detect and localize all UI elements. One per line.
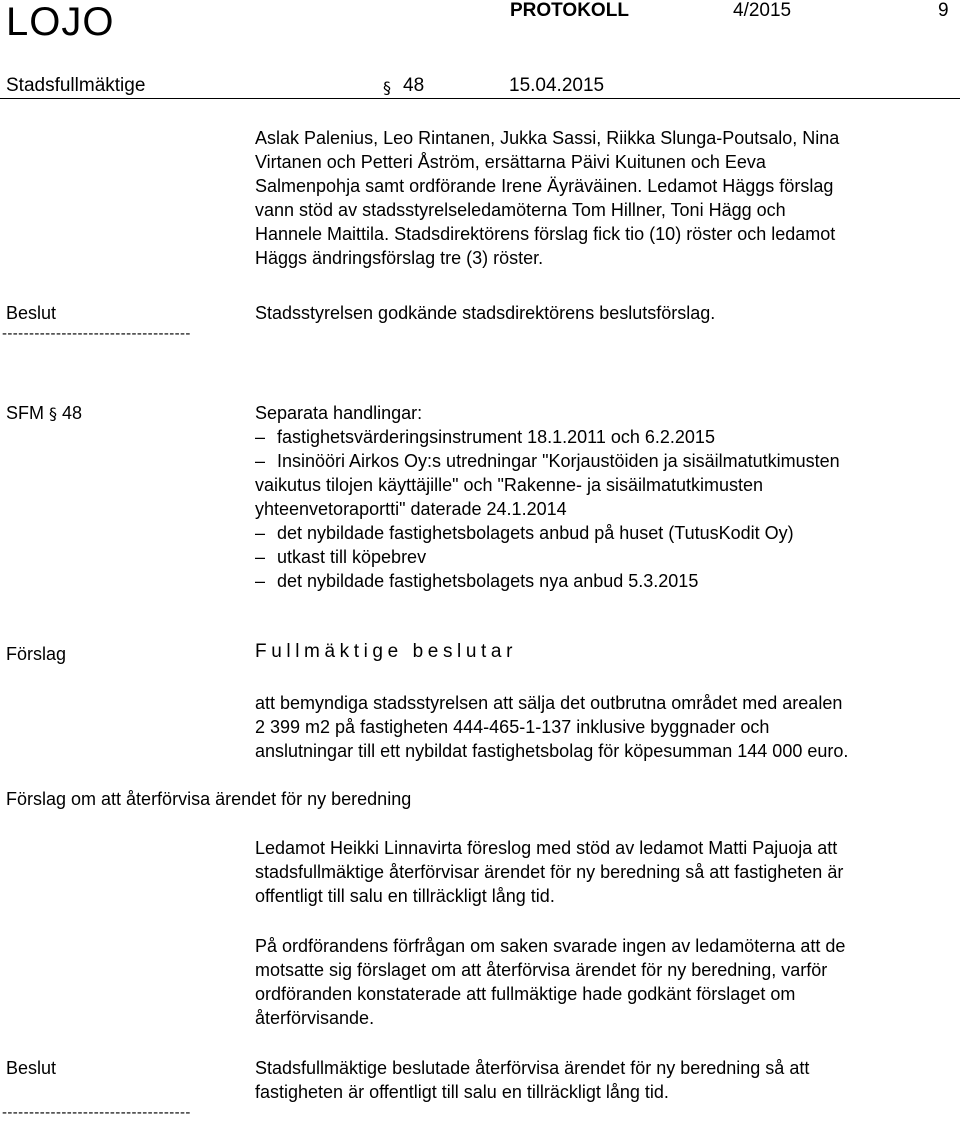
aterforvisa-label: Förslag om att återförvisa ärendet för ny beredning	[6, 789, 412, 809]
beslut-text: Stadsfullmäktige beslutade återförvisa ärendet för ny beredning så att fastigheten är offentligt till salu en tillräckligt lång tid.	[255, 1058, 810, 1102]
list-item: – det nybildade fastighetsbolagets anbud på huset (TutusKodit Oy)	[255, 523, 794, 543]
meeting-date: 15.04.2015	[509, 75, 605, 96]
page-number: 9	[938, 0, 949, 21]
sfm-label: SFM § 48	[6, 403, 83, 423]
dashed-separator: -----------------------------------	[2, 325, 191, 342]
body-name: Stadsfullmäktige	[6, 75, 146, 96]
forslag-label: Förslag	[6, 644, 67, 664]
dashed-separator: -----------------------------------	[2, 1104, 191, 1121]
beslut-label: Beslut	[6, 1058, 57, 1078]
aterforvisa-paragraph-1: Ledamot Heikki Linnavirta föreslog med stöd av ledamot Matti Pajuoja att stadsfullmäktige återförvisar ärendet för ny beredning så att fastigheten är offentligt till salu en tillräckligt lång tid.	[255, 838, 844, 906]
attachments-heading: Separata handlingar:	[255, 403, 423, 423]
section-symbol: §	[49, 404, 58, 423]
attachments-list	[255, 401, 840, 593]
forslag-text: att bemyndiga stadsstyrelsen att sälja det outbrutna området med arealen 2 399 m2 på fastigheten 444-465-1-137 inklusive byggnader och anslutningar till ett nybildat fastighetsbolag för köpesumman 144 000 euro.	[255, 693, 849, 761]
header-rule	[0, 98, 960, 99]
section-symbol: §	[383, 78, 391, 97]
aterforvisa-paragraph-2: På ordförandens förfrågan om saken svarade ingen av ledamöterna att de motsatte sig förslaget om att återförvisa ärendet för ny beredning, varför ordföranden konstaterade att fullmäktige hade godkänt förslaget om återförvisande.	[255, 936, 846, 1028]
beslut-label: Beslut	[6, 303, 57, 323]
list-item: – fastighetsvärderingsinstrument 18.1.2011 och 6.2.2015	[255, 427, 715, 447]
beslut-text: Stadsstyrelsen godkände stadsdirektörens beslutsförslag.	[255, 303, 716, 323]
voting-paragraph: Aslak Palenius, Leo Rintanen, Jukka Sassi, Riikka Slunga-Poutsalo, Nina Virtanen och Petteri Åström, ersättarna Päivi Kuitunen och Eeva Salmenpohja samt ordförande Irene Äyräväinen. Ledamot Häggs förslag vann stöd av stadsstyrelseledamöterna Tom Hillner, Toni Hägg och Hannele Maittila. Stadsdirektörens förslag fick tio (10) röster och ledamot Häggs ändringsförslag tre (3) röster.	[255, 128, 840, 268]
logo: LOJO	[6, 0, 115, 44]
list-item: – det nybildade fastighetsbolagets nya anbud 5.3.2015	[255, 571, 699, 591]
forslag-heading: Fullmäktige beslutar	[255, 641, 518, 662]
issue-number: 4/2015	[733, 0, 792, 21]
list-item: – Insinööri Airkos Oy:s utredningar "Korjaustöiden ja sisäilmatutkimusten	[255, 451, 840, 471]
section-number: 48	[403, 75, 425, 96]
list-item: – utkast till köpebrev	[255, 547, 427, 567]
list-item-continued: yhteenvetoraportti" daterade 24.1.2014	[255, 499, 567, 519]
list-item-continued: vaikutus tilojen käyttäjille" och "Rakenne- ja sisäilmatutkimusten	[255, 475, 764, 495]
doc-type: PROTOKOLL	[510, 0, 629, 21]
